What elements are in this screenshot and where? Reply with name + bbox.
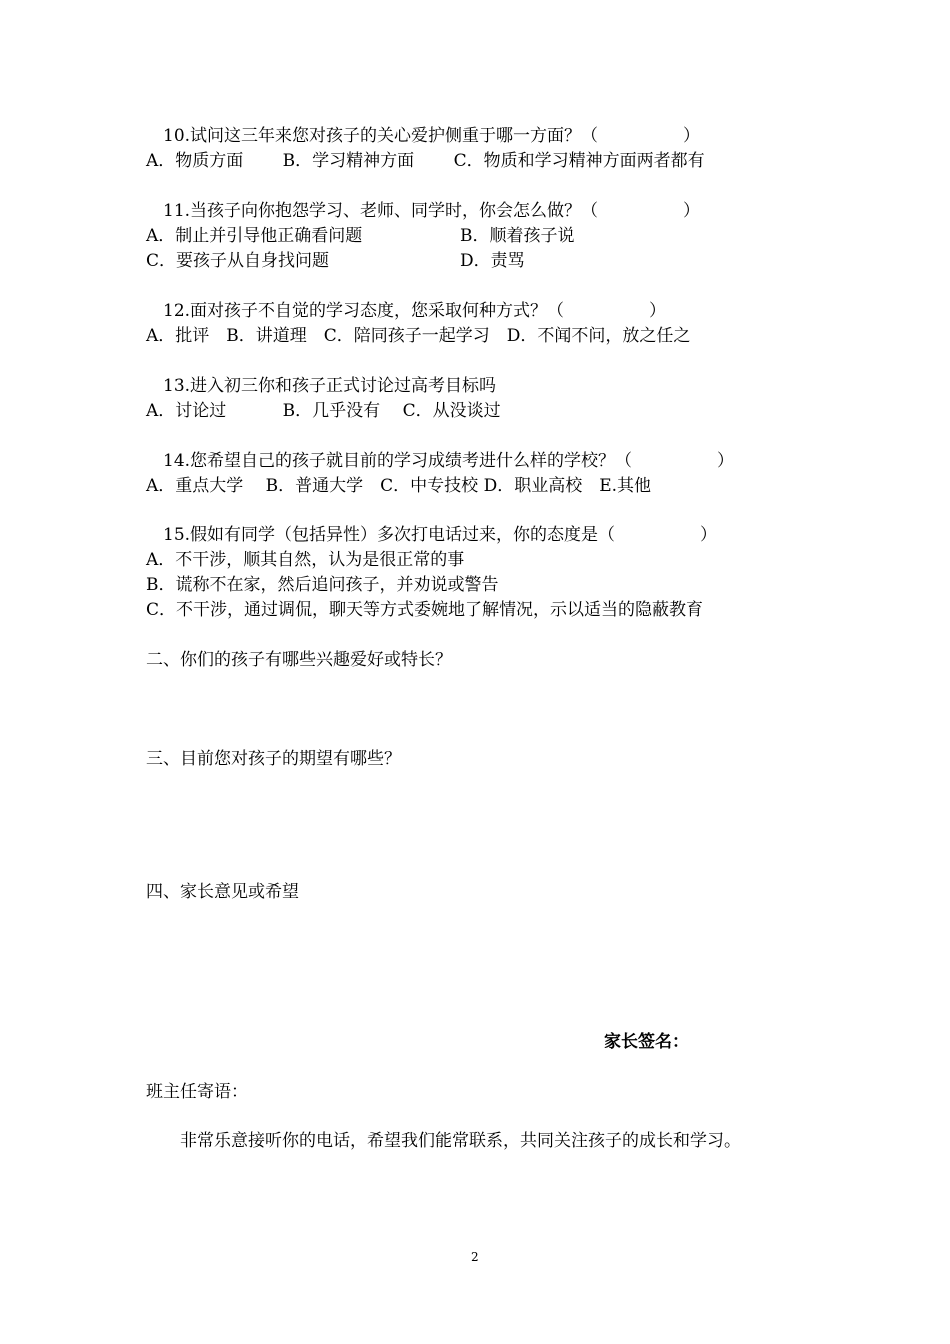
question-14-title: 14.您希望自己的孩子就目前的学习成绩考进什么样的学校？（ ） bbox=[163, 451, 735, 471]
question-10-title: 10.试问这三年来您对孩子的关心爱护侧重于哪一方面？（ ） bbox=[163, 126, 701, 146]
question-12-title: 12.面对孩子不自觉的学习态度，您采取何种方式？（ ） bbox=[163, 301, 667, 321]
page-number: 2 bbox=[471, 1250, 479, 1264]
question-13-title: 13.进入初三你和孩子正式讨论过高考目标吗 bbox=[163, 376, 497, 396]
question-15-option-c: C．不干涉，通过调侃，聊天等方式委婉地了解情况，示以适当的隐蔽教育 bbox=[146, 600, 704, 620]
question-10-options: A．物质方面 B．学习精神方面 C．物质和学习精神方面两者都有 bbox=[146, 151, 705, 171]
parent-signature-label: 家长签名： bbox=[604, 1032, 689, 1052]
question-11-option-c: C．要孩子从自身找问题 bbox=[146, 251, 330, 271]
question-14-options: A．重点大学 B．普通大学 C．中专技校 D．职业高校 E.其他 bbox=[146, 476, 652, 496]
question-15-title: 15.假如有同学（包括异性）多次打电话过来，你的态度是（ ） bbox=[163, 525, 718, 545]
question-11-option-a: A．制止并引导他正确看问题 bbox=[146, 226, 363, 246]
question-15-option-a: A．不干涉，顺其自然，认为是很正常的事 bbox=[146, 550, 465, 570]
question-11-option-d: D．责骂 bbox=[460, 251, 525, 271]
teacher-message-label: 班主任寄语： bbox=[146, 1082, 248, 1102]
question-12-options: A．批评 B．讲道理 C．陪同孩子一起学习 D．不闻不问，放之任之 bbox=[146, 326, 691, 346]
question-11-option-b: B．顺着孩子说 bbox=[460, 226, 575, 246]
section-four-heading: 四、家长意见或希望 bbox=[146, 882, 299, 902]
question-15-option-b: B．谎称不在家，然后追问孩子，并劝说或警告 bbox=[146, 575, 499, 595]
section-three-heading: 三、目前您对孩子的期望有哪些？ bbox=[146, 749, 401, 769]
teacher-message-text: 非常乐意接听你的电话，希望我们能常联系，共同关注孩子的成长和学习。 bbox=[180, 1131, 741, 1151]
question-11-title: 11.当孩子向你抱怨学习、老师、同学时，你会怎么做？（ ） bbox=[163, 201, 701, 221]
question-13-options: A．讨论过 B．几乎没有 C．从没谈过 bbox=[146, 401, 501, 421]
section-two-heading: 二、你们的孩子有哪些兴趣爱好或特长？ bbox=[146, 650, 452, 670]
